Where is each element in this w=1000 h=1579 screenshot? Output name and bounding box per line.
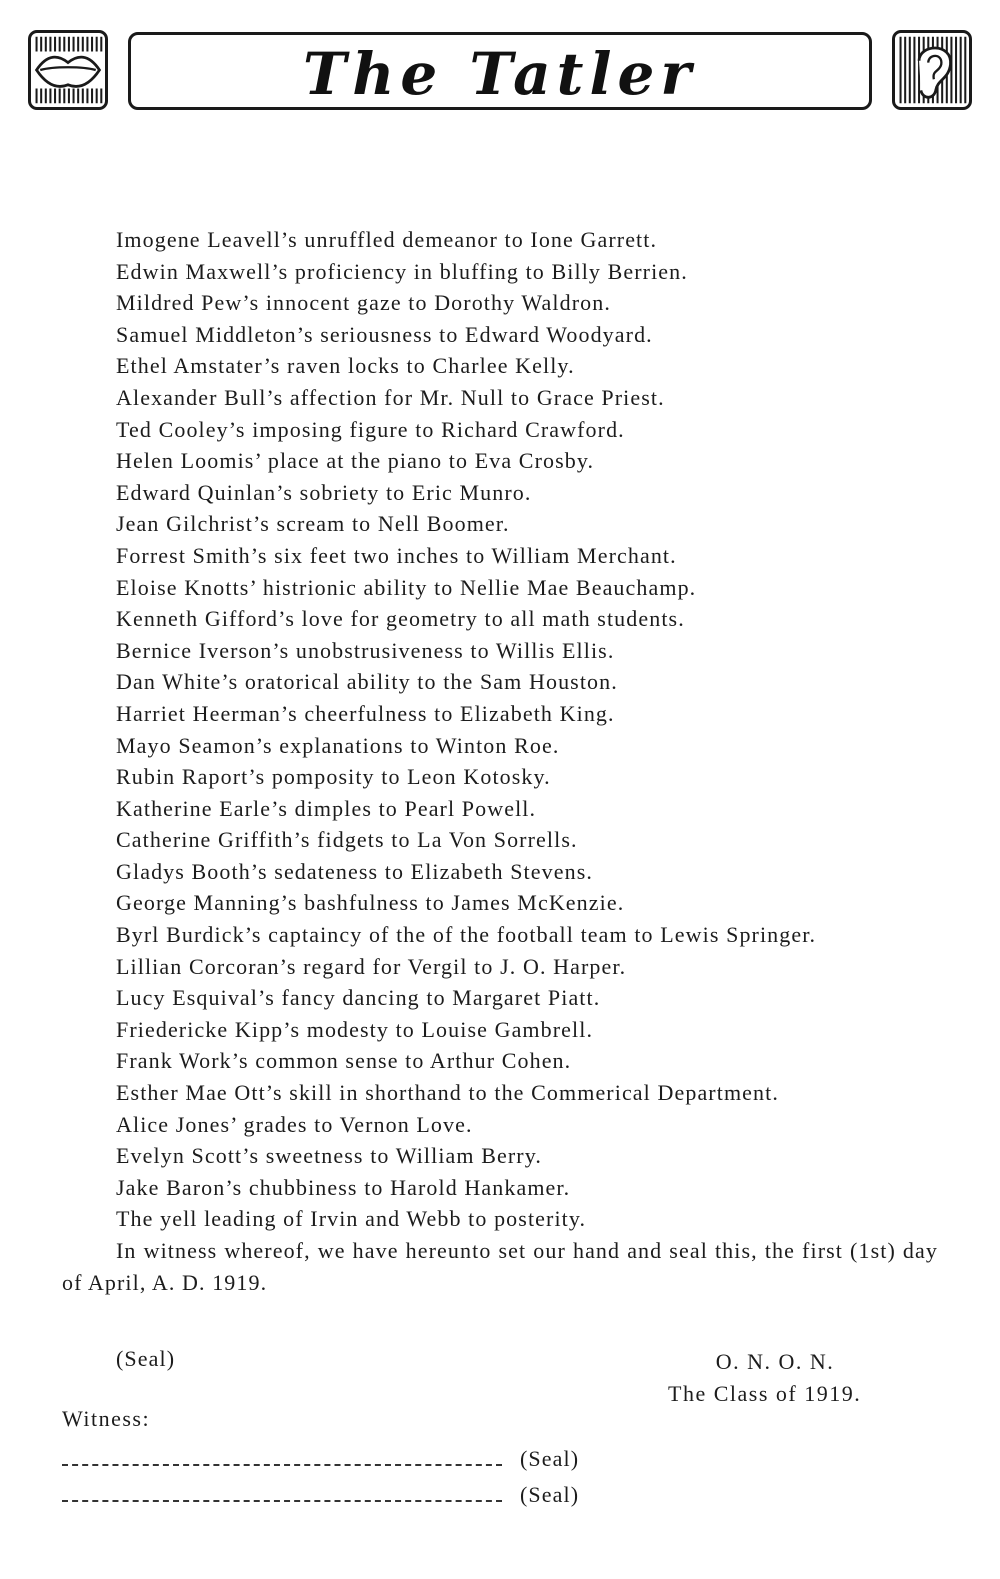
seal-label: (Seal)	[116, 1346, 176, 1371]
bequest-line: Harriet Heerman’s cheerfulness to Elizabeth King.	[116, 700, 615, 726]
bequest-line: Lillian Corcoran’s regard for Vergil to J. O. Harper.	[116, 953, 627, 979]
bequest-line: Frank Work’s common sense to Arthur Cohen.	[116, 1048, 572, 1074]
bequest-line: Jake Baron’s chubbiness to Harold Hankamer.	[116, 1174, 571, 1200]
bequest-line: Eloise Knotts’ histrionic ability to Nellie Mae Beauchamp.	[116, 574, 697, 600]
masthead-title: The Tatler	[303, 40, 697, 108]
witness-label: Witness:	[62, 1406, 151, 1431]
ear-icon	[892, 30, 972, 110]
title-frame	[128, 32, 872, 110]
bequest-line: Mayo Seamon’s explanations to Winton Roe.	[116, 732, 560, 758]
bequest-line: Dan White’s oratorical ability to the Sam Houston.	[116, 669, 618, 695]
witness-seal-label: (Seal)	[520, 1482, 580, 1507]
bequest-line: Alexander Bull’s affection for Mr. Null to Grace Priest.	[116, 384, 665, 410]
bequest-list	[62, 224, 938, 1298]
dashed-rule	[62, 1500, 502, 1502]
bequest-line: The yell leading of Irvin and Webb to posterity.	[116, 1206, 587, 1232]
witness-signature-line	[62, 1446, 602, 1472]
bequest-line: Ted Cooley’s imposing figure to Richard Crawford.	[116, 416, 625, 442]
bequest-line: Rubin Raport’s pomposity to Leon Kotosky.	[116, 764, 551, 790]
bequest-line: Imogene Leavell’s unruffled demeanor to Ione Garrett.	[116, 227, 658, 252]
bequest-line: Katherine Earle’s dimples to Pearl Powell.	[116, 795, 537, 821]
lips-icon	[28, 30, 108, 110]
witness-paragraph: In witness whereof, we have hereunto set our hand and seal this, the first (1st) day of April, A. D. 1919.	[62, 1238, 938, 1295]
bequest-line: Samuel Middleton’s seriousness to Edward Woodyard.	[116, 321, 653, 347]
bequest-line: Esther Mae Ott’s skill in shorthand to the Commerical Department.	[116, 1080, 779, 1106]
bequest-line: Gladys Booth’s sedateness to Elizabeth Stevens.	[116, 858, 593, 884]
bequest-line: Forrest Smith’s six feet two inches to William Merchant.	[116, 542, 677, 568]
bequest-line: Edwin Maxwell’s proficiency in bluffing to Billy Berrien.	[116, 258, 688, 284]
bequest-line: Ethel Amstater’s raven locks to Charlee Kelly.	[116, 353, 575, 379]
bequest-line: Helen Loomis’ place at the piano to Eva Crosby.	[116, 448, 595, 474]
bequest-line: Mildred Pew’s innocent gaze to Dorothy Waldron.	[116, 290, 611, 316]
bequest-line: Lucy Esquival’s fancy dancing to Margaret Piatt.	[116, 985, 601, 1011]
witness-seal-label: (Seal)	[520, 1446, 580, 1471]
signature-block	[640, 1346, 900, 1410]
bequest-line: Evelyn Scott’s sweetness to William Berry.	[116, 1143, 542, 1169]
bequest-line: Jean Gilchrist’s scream to Nell Boomer.	[116, 511, 510, 537]
dashed-rule	[62, 1464, 502, 1466]
bequest-line: Alice Jones’ grades to Vernon Love.	[116, 1111, 473, 1137]
signature-class: The Class of 1919.	[668, 1381, 862, 1406]
bequest-line: Friedericke Kipp’s modesty to Louise Gambrell.	[116, 1016, 594, 1042]
bequest-paragraph: Byrl Burdick’s captaincy of the of the football team to Lewis Springer.	[116, 922, 817, 948]
signature-name: O. N. O. N.	[715, 1349, 835, 1374]
witness-signature-line	[62, 1482, 602, 1508]
bequest-line: Edward Quinlan’s sobriety to Eric Munro.	[116, 479, 532, 505]
bequest-line: George Manning’s bashfulness to James McKenzie.	[116, 890, 625, 916]
masthead	[28, 30, 972, 112]
bequest-line: Bernice Iverson’s unobstrusiveness to Willis Ellis.	[116, 637, 615, 663]
bequest-line: Kenneth Gifford’s love for geometry to all math students.	[116, 606, 685, 632]
bequest-line: Catherine Griffith’s fidgets to La Von Sorrells.	[116, 827, 578, 853]
